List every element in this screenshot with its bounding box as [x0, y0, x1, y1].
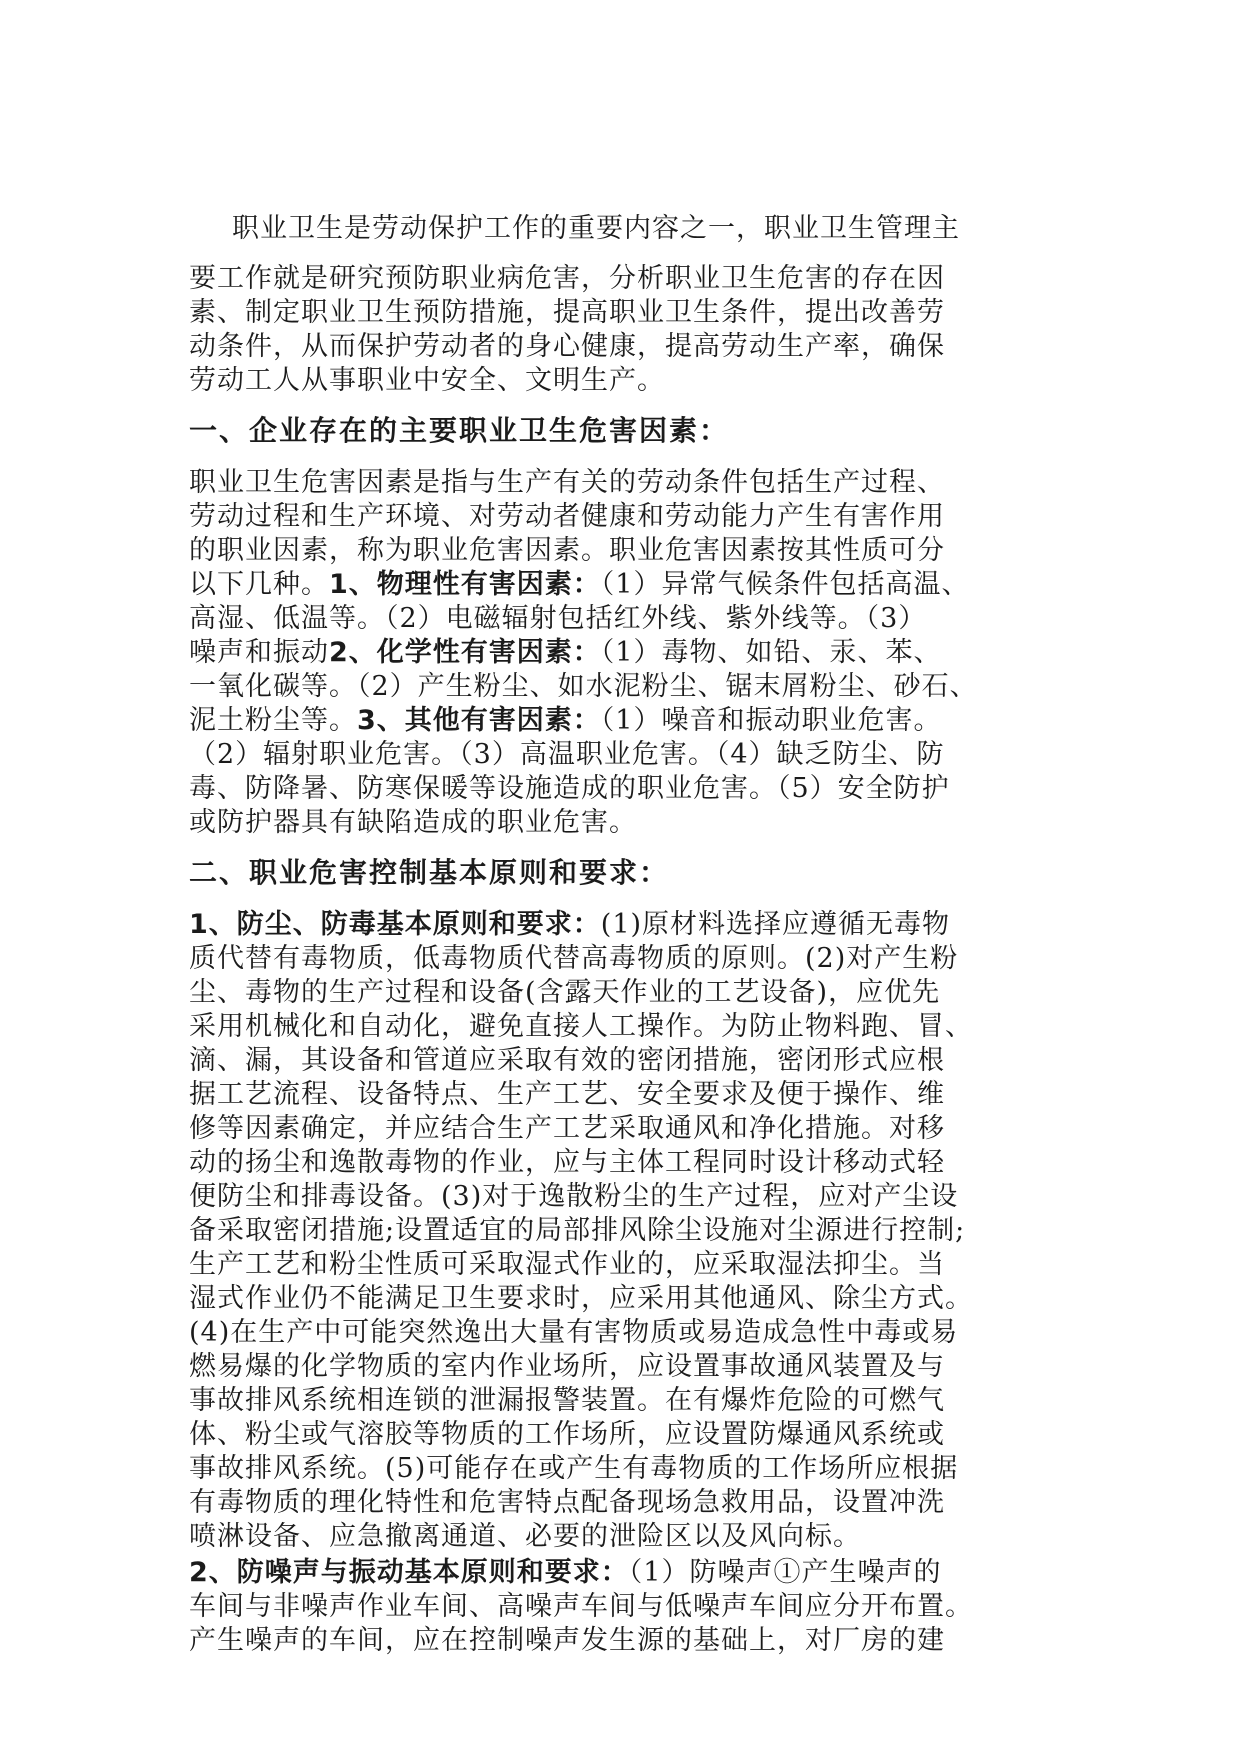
noise-vibration-principles-label: 2、防噪声与振动基本原则和要求：	[189, 1557, 629, 1588]
section1-line-2: 劳动过程和生产环境、对劳动者健康和劳动能力产生有害作用	[189, 501, 945, 532]
section1-line-10: 毒、防降暑、防寒保暖等设施造成的职业危害。（5）安全防护	[189, 773, 950, 804]
section2-sub1-line-19: 喷淋设备、应急撤离通道、必要的泄险区以及风向标。	[189, 1521, 861, 1552]
section1-line-9: （2）辐射职业危害。（3）高温职业危害。（4）缺乏防尘、防	[189, 739, 945, 770]
section2-sub1-line-5: 滴、漏，其设备和管道应采取有效的密闭措施，密闭形式应根	[189, 1045, 945, 1076]
section1-line-11: 或防护器具有缺陷造成的职业危害。	[189, 807, 637, 838]
section2-sub2-line-1	[189, 1556, 941, 1590]
intro-line-3: 素、制定职业卫生预防措施，提高职业卫生条件，提出改善劳	[189, 297, 945, 328]
intro-line-2: 要工作就是研究预防职业病危害，分析职业卫生危害的存在因	[189, 263, 945, 294]
section2-sub1-line-18: 有毒物质的理化特性和危害特点配备现场急救用品，设置冲洗	[189, 1487, 945, 1518]
section1-line-8	[189, 704, 941, 738]
section2-sub1-line-3: 尘、毒物的生产过程和设备(含露天作业的工艺设备)，应优先	[189, 977, 941, 1008]
section2-sub1-line-11: 生产工艺和粉尘性质可采取湿式作业的，应采取湿法抑尘。当	[189, 1249, 945, 1280]
section2-sub1-line-7: 修等因素确定，并应结合生产工艺采取通风和净化措施。对移	[189, 1113, 945, 1144]
section2-sub1-line-6: 据工艺流程、设备特点、生产工艺、安全要求及便于操作、维	[189, 1079, 945, 1110]
dust-toxin-principles-label: 1、防尘、防毒基本原则和要求：	[189, 909, 601, 940]
section2-sub1-line-2: 质代替有毒物质，低毒物质代替高毒物质的原则。(2)对产生粉	[189, 943, 959, 974]
section2-sub2-line-3: 产生噪声的车间，应在控制噪声发生源的基础上，对厂房的建	[189, 1625, 945, 1656]
section2-sub1-line-14: 燃易爆的化学物质的室内作业场所，应设置事故通风装置及与	[189, 1351, 945, 1382]
section2-sub1-line-4: 采用机械化和自动化，避免直接人工操作。为防止物料跑、冒、	[189, 1011, 973, 1042]
section1-line-6-text-a: 噪声和振动	[189, 637, 329, 668]
other-hazards-label: 3、其他有害因素：	[357, 705, 601, 736]
section2-sub1-first-text: (1)原材料选择应遵循无毒物	[600, 909, 951, 940]
section2-sub2-line-2: 车间与非噪声作业车间、高噪声车间与低噪声车间应分开布置。	[189, 1591, 973, 1622]
section1-line-8-text-a: 泥土粉尘等。	[189, 705, 357, 736]
section2-sub1-line-12: 湿式作业仍不能满足卫生要求时，应采用其他通风、除尘方式。	[189, 1283, 973, 1314]
section2-sub1-line-9: 便防尘和排毒设备。(3)对于逸散粉尘的生产过程，应对产尘设	[189, 1181, 959, 1212]
physical-hazards-label: 1、物理性有害因素：	[329, 569, 601, 600]
section2-sub1-line-16: 体、粉尘或气溶胶等物质的工作场所，应设置防爆通风系统或	[189, 1419, 945, 1450]
section2-sub1-line-15: 事故排风系统相连锁的泄漏报警装置。在有爆炸危险的可燃气	[189, 1385, 945, 1416]
section1-line-4-text-a: 以下几种。	[189, 569, 329, 600]
section2-sub1-line-17: 事故排风系统。(5)可能存在或产生有毒物质的工作场所应根据	[189, 1453, 959, 1484]
section1-line-8-text-b: （1）噪音和振动职业危害。	[600, 705, 942, 736]
section1-line-4	[189, 568, 969, 602]
section2-sub1-line-13: (4)在生产中可能突然逸出大量有害物质或易造成急性中毒或易	[189, 1317, 959, 1348]
section1-line-5: 高湿、低温等。（2）电磁辐射包括红外线、紫外线等。（3）	[189, 603, 927, 634]
section1-line-6	[189, 636, 941, 670]
section1-line-4-text-b: （1）异常气候条件包括高温、	[600, 569, 970, 600]
section1-heading: 一、企业存在的主要职业卫生危害因素：	[189, 414, 730, 447]
intro-line-5: 劳动工人从事职业中安全、文明生产。	[189, 365, 665, 396]
section1-line-7: 一氧化碳等。（2）产生粉尘、如水泥粉尘、锯末屑粉尘、砂石、	[189, 671, 978, 702]
intro-line-4: 动条件，从而保护劳动者的身心健康，提高劳动生产率，确保	[189, 331, 945, 362]
section1-line-3: 的职业因素，称为职业危害因素。职业危害因素按其性质可分	[189, 535, 945, 566]
section2-sub1-line-10: 备采取密闭措施;设置适宜的局部排风除尘设施对尘源进行控制;	[189, 1215, 966, 1246]
section2-sub2-first-text: （1）防噪声①产生噪声的	[628, 1557, 942, 1588]
section1-line-6-text-b: （1）毒物、如铅、汞、苯、	[600, 637, 942, 668]
intro-line-1: 职业卫生是劳动保护工作的重要内容之一，职业卫生管理主	[232, 213, 960, 244]
section2-sub1-line-8: 动的扬尘和逸散毒物的作业，应与主体工程同时设计移动式轻	[189, 1147, 945, 1178]
section1-line-1: 职业卫生危害因素是指与生产有关的劳动条件包括生产过程、	[189, 467, 945, 498]
section2-heading: 二、职业危害控制基本原则和要求：	[189, 856, 670, 889]
chemical-hazards-label: 2、化学性有害因素：	[329, 637, 601, 668]
section2-sub1-line-1	[189, 908, 950, 942]
